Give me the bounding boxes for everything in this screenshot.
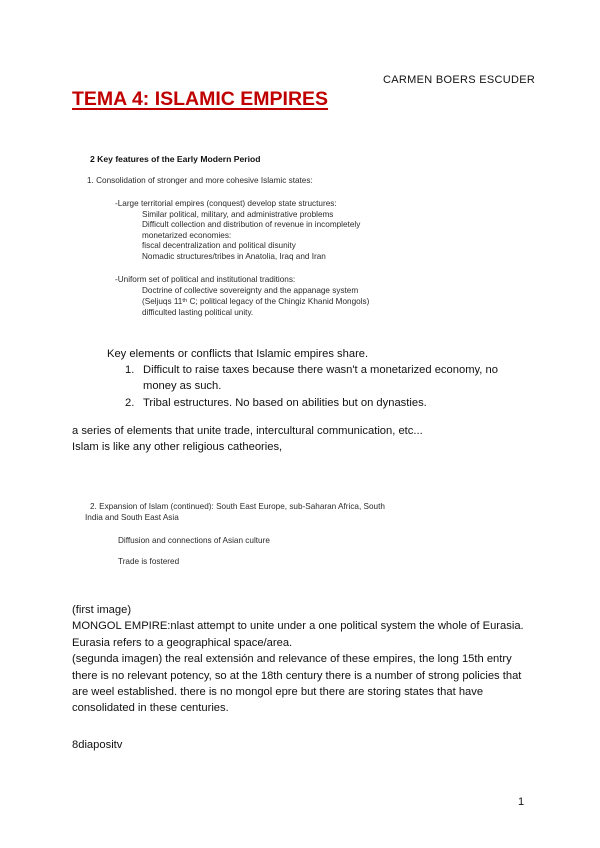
key-elements-list [125,362,498,411]
note-paragraph [72,423,423,456]
note-line: a series of elements that unite trade, intercultural communication, etc... [72,425,423,437]
page-number: 1 [518,796,525,808]
slide-image-1 [87,154,370,317]
slide1-sub2-item: (Seljuqs 11ᵗʰ C; political legacy of the Chingiz Khanid Mongols) [142,297,370,306]
list-item-text: money as such. [143,380,222,393]
slide1-sub1-item: monetarized economies: [142,230,232,240]
key-elements-intro: Key elements or conflicts that Islamic empires share. [107,348,369,360]
slide2-bullet: Diffusion and connections of Asian culture [118,536,270,545]
slide1-sub1-title: -Large territorial empires (conquest) develop state structures: [115,199,337,208]
note-line: there is no relevant potency, so at the 18th century there is a number of strong policies that [72,669,522,682]
list-item [125,395,498,411]
list-item-number: 1. [125,364,135,376]
note-line: consolidated in these centuries. [72,702,229,715]
note-line: MONGOL EMPIRE:nlast attempt to unite under a one political system the whole of Eurasia. [72,620,524,633]
slide1-sub1-item: fiscal decentralization and political disunity [142,241,296,250]
list-item-text: Difficult to raise taxes because there wasn't a monetarized economy, no [143,364,498,376]
list-item-text: Tribal estructures. No based on abilities but on dynasties. [143,396,427,409]
slide1-sub1-item: Similar political, military, and administrative problems [142,209,334,219]
mongol-notes [72,602,524,717]
list-item [125,362,498,395]
note-line: are weel established. there is no mongol epre but there are storing states that have [72,686,484,699]
note-line: Eurasia refers to a geographical space/area. [72,636,293,649]
slide2-bullet: Trade is fostered [118,557,180,566]
slide1-sub2-item: difficulted lasting political unity. [142,308,254,317]
slide1-sub2-title: -Uniform set of political and institutional traditions: [115,275,296,284]
slide2-line: 2. Expansion of Islam (continued): South East Europe, sub-Saharan Africa, South [90,502,385,511]
slide1-sub1-item: Difficult collection and distribution of revenue in incompletely [142,220,361,229]
slide1-sub2-item: Doctrine of collective sovereignty and the appanage system [142,286,359,295]
note-line: (segunda imagen) the real extensión and relevance of these empires, the long 15th entry [72,653,512,666]
note-line: (first image) [72,604,132,616]
note-line: Islam is like any other religious catheories, [72,441,283,454]
slide1-sub1-item: Nomadic structures/tribes in Anatolia, Iraq and Iran [142,251,326,261]
author-name: CARMEN BOERS ESCUDER [383,74,536,86]
list-item-number: 2. [125,396,135,409]
slide1-point1: 1. Consolidation of stronger and more cohesive Islamic states: [87,176,313,185]
slide1-heading: 2 Key features of the Early Modern Period [90,154,261,164]
slide-reference-note: 8diapositv [72,739,123,751]
document-title: TEMA 4: ISLAMIC EMPIRES [72,88,329,110]
slide2-line: India and South East Asia [85,513,179,522]
slide-image-2 [85,502,385,566]
